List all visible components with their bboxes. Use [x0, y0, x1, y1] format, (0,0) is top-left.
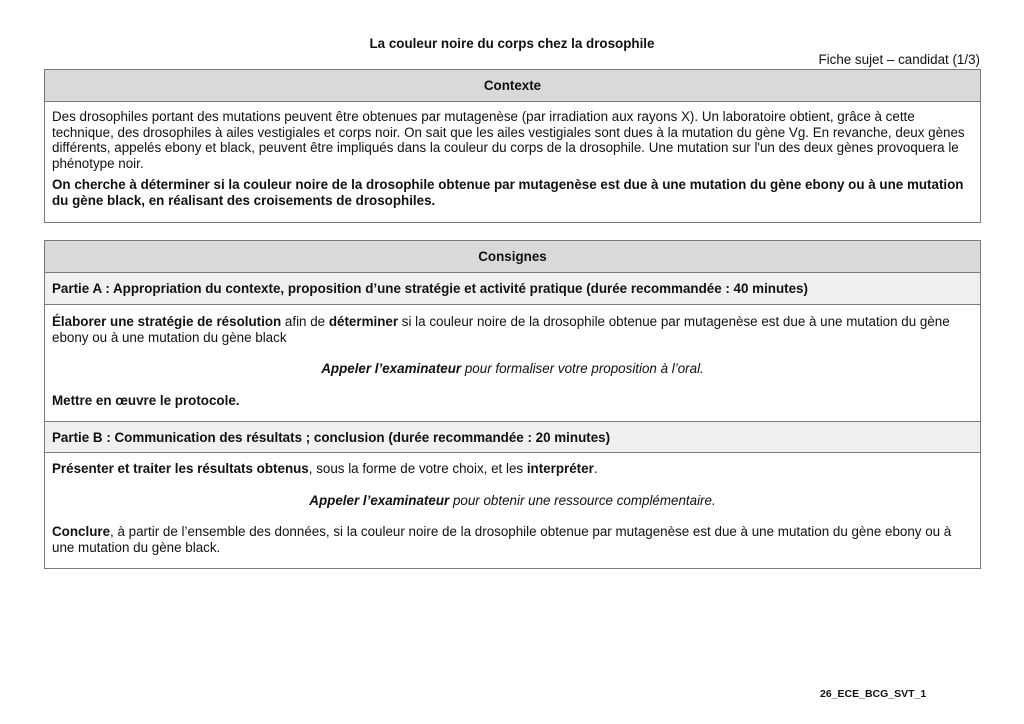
- partie-b-conclude: [52, 524, 973, 555]
- consignes-header: Consignes: [45, 241, 980, 273]
- implement-bold: Mettre en œuvre le protocole.: [52, 392, 240, 408]
- call-examiner-text: pour formaliser votre proposition à l’oral.: [461, 361, 704, 376]
- instruction-text-2: si la couleur noire de la drosophile obtenue par mutagenèse est due à une mutation du gène ebony ou à une mutation du gène black: [52, 314, 950, 345]
- partie-a-body: [45, 305, 980, 421]
- partie-a-instruction: [52, 314, 973, 345]
- call-examiner-bold: Appeler l’examinateur: [309, 492, 450, 508]
- contexte-objective: On cherche à déterminer si la couleur noire de la drosophile obtenue par mutagenèse est due à une mutation du gène ebony ou à une mutation du gène black, en réalisant des croisements de drosophiles.: [52, 177, 964, 208]
- instruction-text-1: afin de: [281, 314, 329, 329]
- call-examiner-bold: Appeler l’examinateur: [321, 361, 462, 376]
- document-code: 26_ECE_BCG_SVT_1: [820, 688, 927, 700]
- document-title: La couleur noire du corps chez la drosophile: [369, 36, 655, 51]
- present-text-2: .: [593, 461, 598, 476]
- partie-a-title: Partie A : Appropriation du contexte, proposition d’une stratégie et activité pratique (durée recommandée : 40 minutes): [45, 273, 980, 305]
- call-examiner-text: pour obtenir une ressource complémentaire.: [449, 492, 716, 508]
- partie-b-present: [52, 461, 973, 477]
- consignes-section: [44, 240, 981, 569]
- partie-a-implement: [52, 393, 973, 409]
- present-text-1: , sous la forme de votre choix, et les: [308, 461, 527, 476]
- conclude-bold: Conclure: [52, 524, 111, 539]
- partie-a-call-examiner: [52, 361, 973, 377]
- contexte-header: Contexte: [45, 70, 980, 102]
- instruction-bold-2: déterminer: [328, 314, 399, 329]
- partie-b-call-examiner: [52, 493, 973, 509]
- present-bold-1: Présenter et traiter les résultats obtenus: [52, 461, 309, 476]
- contexte-paragraph: Des drosophiles portant des mutations peuvent être obtenues par mutagenèse (par irradiation aux rayons X). Un laboratoire obtient, grâce à cette technique, des drosophiles à ailes vestigiales et corps noir. On sait que les ailes vestigiales sont dues à la mutation du gène Vg. En revanche, deux gènes différents, appelés ebony et black, peuvent être impliqués dans la couleur du corps de la drosophile. Une mutation sur l'un des deux gènes provoquera le phénotype noir.: [52, 109, 965, 171]
- present-bold-2: interpréter: [526, 461, 594, 476]
- conclude-text: , à partir de l’ensemble des données, si la couleur noire de la drosophile obtenue par mutagenèse est due à une mutation du gène ebony ou à une mutation du gène black.: [52, 524, 952, 555]
- contexte-body: [45, 102, 980, 208]
- contexte-section: [44, 69, 981, 223]
- document-subtitle: Fiche sujet – candidat (1/3): [818, 52, 980, 67]
- partie-b-body: [45, 453, 980, 569]
- instruction-bold-1: Élaborer une stratégie de résolution: [52, 314, 282, 329]
- partie-b-title: Partie B : Communication des résultats ; conclusion (durée recommandée : 20 minutes): [45, 421, 980, 453]
